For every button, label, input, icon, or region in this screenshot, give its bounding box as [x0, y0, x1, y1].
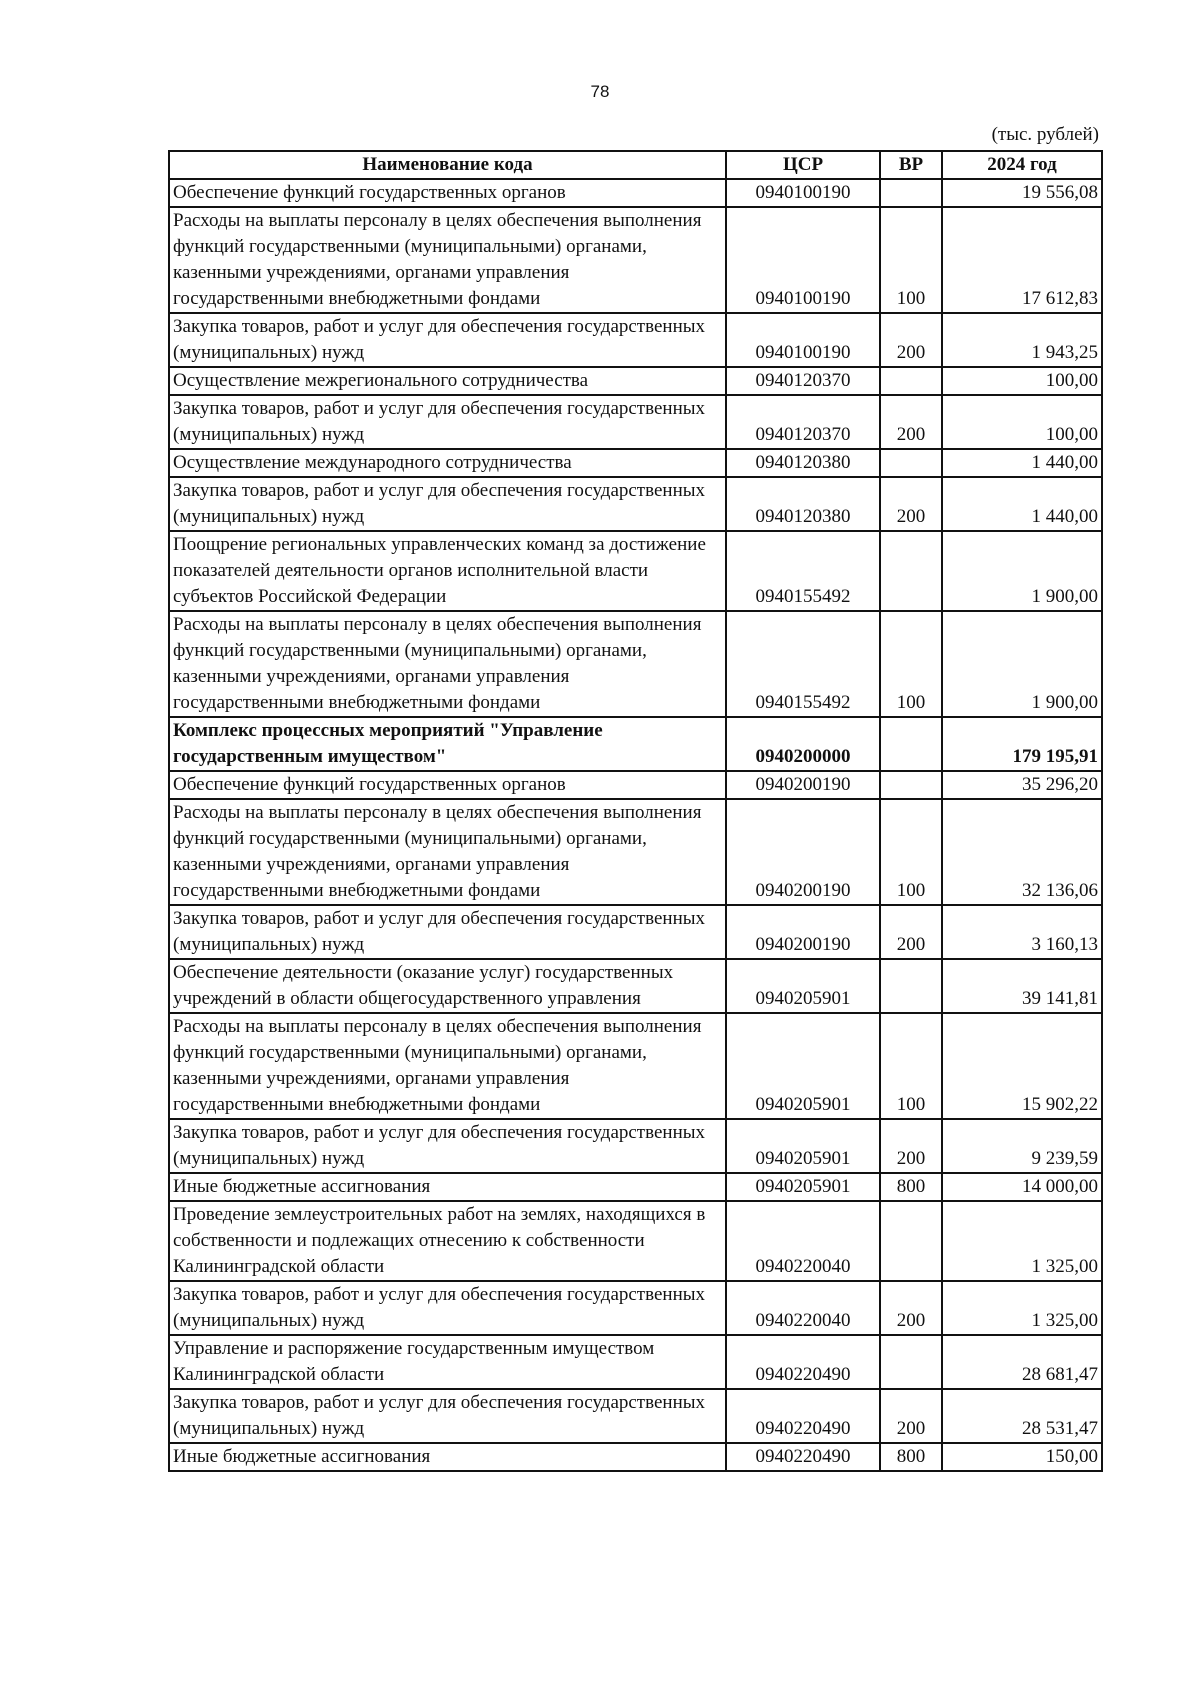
code-cell: 0940200190: [726, 771, 880, 799]
code-cell: 0940220490: [726, 1335, 880, 1389]
vr-cell: [880, 179, 942, 207]
name-cell: Закупка товаров, работ и услуг для обеспечения государственных (муниципальных) нужд: [169, 1281, 726, 1335]
vr-cell: 800: [880, 1443, 942, 1471]
vr-cell: 200: [880, 1119, 942, 1173]
amount-cell: 28 531,47: [942, 1389, 1102, 1443]
name-cell: Управление и распоряжение государственным имуществом Калининградской области: [169, 1335, 726, 1389]
table-row: [169, 1013, 1102, 1119]
name-cell: Расходы на выплаты персоналу в целях обеспечения выполнения функций государственными (муниципальными) органами, казенными учреждениями, органами управления государственными внебюджетными фондами: [169, 799, 726, 905]
name-cell: Закупка товаров, работ и услуг для обеспечения государственных (муниципальных) нужд: [169, 1389, 726, 1443]
table-row: [169, 207, 1102, 313]
header-amount: 2024 год: [942, 151, 1102, 179]
header-code: ЦСР: [726, 151, 880, 179]
amount-cell: 28 681,47: [942, 1335, 1102, 1389]
code-cell: 0940100190: [726, 313, 880, 367]
table-row: [169, 395, 1102, 449]
code-cell: 0940200190: [726, 905, 880, 959]
name-cell: Закупка товаров, работ и услуг для обеспечения государственных (муниципальных) нужд: [169, 395, 726, 449]
amount-cell: 100,00: [942, 367, 1102, 395]
code-cell: 0940205901: [726, 959, 880, 1013]
code-cell: 0940220490: [726, 1443, 880, 1471]
table-row: [169, 799, 1102, 905]
amount-cell: 19 556,08: [942, 179, 1102, 207]
name-cell: Закупка товаров, работ и услуг для обеспечения государственных (муниципальных) нужд: [169, 1119, 726, 1173]
code-cell: 0940120370: [726, 367, 880, 395]
code-cell: 0940120380: [726, 449, 880, 477]
vr-cell: [880, 531, 942, 611]
table-row: [169, 959, 1102, 1013]
code-cell: 0940100190: [726, 207, 880, 313]
code-cell: 0940100190: [726, 179, 880, 207]
name-cell: Закупка товаров, работ и услуг для обеспечения государственных (муниципальных) нужд: [169, 313, 726, 367]
vr-cell: [880, 1335, 942, 1389]
vr-cell: 100: [880, 799, 942, 905]
name-cell: Поощрение региональных управленческих команд за достижение показателей деятельности органов исполнительной власти субъектов Российской Федерации: [169, 531, 726, 611]
vr-cell: 200: [880, 1389, 942, 1443]
table-body: [169, 179, 1102, 1471]
amount-cell: 1 325,00: [942, 1201, 1102, 1281]
name-cell: Обеспечение функций государственных органов: [169, 179, 726, 207]
vr-cell: [880, 717, 942, 771]
name-cell: Обеспечение функций государственных органов: [169, 771, 726, 799]
name-cell: Закупка товаров, работ и услуг для обеспечения государственных (муниципальных) нужд: [169, 905, 726, 959]
amount-cell: 9 239,59: [942, 1119, 1102, 1173]
table-row: [169, 1335, 1102, 1389]
code-cell: 0940120380: [726, 477, 880, 531]
vr-cell: 800: [880, 1173, 942, 1201]
vr-cell: 100: [880, 207, 942, 313]
vr-cell: 100: [880, 611, 942, 717]
name-cell: Иные бюджетные ассигнования: [169, 1173, 726, 1201]
name-cell: Проведение землеустроительных работ на землях, находящихся в собственности и подлежащих отнесению к собственности Калининградской области: [169, 1201, 726, 1281]
units-label: (тыс. рублей): [991, 124, 1099, 145]
vr-cell: [880, 367, 942, 395]
table-row: [169, 771, 1102, 799]
name-cell: Обеспечение деятельности (оказание услуг) государственных учреждений в области общегосударственного управления: [169, 959, 726, 1013]
table-row: [169, 1201, 1102, 1281]
vr-cell: 200: [880, 1281, 942, 1335]
amount-cell: 150,00: [942, 1443, 1102, 1471]
name-cell: Осуществление международного сотрудничества: [169, 449, 726, 477]
amount-cell: 1 943,25: [942, 313, 1102, 367]
table-row: [169, 313, 1102, 367]
code-cell: 0940155492: [726, 531, 880, 611]
vr-cell: 200: [880, 395, 942, 449]
vr-cell: [880, 771, 942, 799]
table-row: [169, 905, 1102, 959]
name-cell: Иные бюджетные ассигнования: [169, 1443, 726, 1471]
name-cell: Расходы на выплаты персоналу в целях обеспечения выполнения функций государственными (муниципальными) органами, казенными учреждениями, органами управления государственными внебюджетными фондами: [169, 1013, 726, 1119]
code-cell: 0940220040: [726, 1281, 880, 1335]
table-row: [169, 531, 1102, 611]
table-row: [169, 717, 1102, 771]
header-name: Наименование кода: [169, 151, 726, 179]
amount-cell: 15 902,22: [942, 1013, 1102, 1119]
name-cell: Закупка товаров, работ и услуг для обеспечения государственных (муниципальных) нужд: [169, 477, 726, 531]
code-cell: 0940205901: [726, 1013, 880, 1119]
amount-cell: 1 440,00: [942, 449, 1102, 477]
amount-cell: 100,00: [942, 395, 1102, 449]
table-row: [169, 367, 1102, 395]
code-cell: 0940220040: [726, 1201, 880, 1281]
code-cell: 0940200190: [726, 799, 880, 905]
code-cell: 0940205901: [726, 1119, 880, 1173]
amount-cell: 14 000,00: [942, 1173, 1102, 1201]
table-row: [169, 477, 1102, 531]
amount-cell: 32 136,06: [942, 799, 1102, 905]
table-row: [169, 1389, 1102, 1443]
name-cell: Расходы на выплаты персоналу в целях обеспечения выполнения функций государственными (муниципальными) органами, казенными учреждениями, органами управления государственными внебюджетными фондами: [169, 207, 726, 313]
code-cell: 0940120370: [726, 395, 880, 449]
amount-cell: 17 612,83: [942, 207, 1102, 313]
table-row: [169, 179, 1102, 207]
vr-cell: 200: [880, 477, 942, 531]
header-vr: ВР: [880, 151, 942, 179]
vr-cell: [880, 1201, 942, 1281]
amount-cell: 179 195,91: [942, 717, 1102, 771]
amount-cell: 1 900,00: [942, 531, 1102, 611]
table-row: [169, 611, 1102, 717]
table-row: [169, 449, 1102, 477]
table-header-row: [169, 151, 1102, 179]
amount-cell: 1 325,00: [942, 1281, 1102, 1335]
name-cell: Комплекс процессных мероприятий "Управление государственным имуществом": [169, 717, 726, 771]
table-row: [169, 1119, 1102, 1173]
amount-cell: 1 440,00: [942, 477, 1102, 531]
code-cell: 0940205901: [726, 1173, 880, 1201]
vr-cell: 200: [880, 905, 942, 959]
vr-cell: 100: [880, 1013, 942, 1119]
vr-cell: [880, 449, 942, 477]
code-cell: 0940200000: [726, 717, 880, 771]
name-cell: Расходы на выплаты персоналу в целях обеспечения выполнения функций государственными (муниципальными) органами, казенными учреждениями, органами управления государственными внебюджетными фондами: [169, 611, 726, 717]
budget-table: [168, 150, 1103, 1472]
vr-cell: 200: [880, 313, 942, 367]
amount-cell: 39 141,81: [942, 959, 1102, 1013]
page-number: 78: [590, 82, 610, 101]
amount-cell: 35 296,20: [942, 771, 1102, 799]
table-row: [169, 1281, 1102, 1335]
amount-cell: 3 160,13: [942, 905, 1102, 959]
code-cell: 0940220490: [726, 1389, 880, 1443]
vr-cell: [880, 959, 942, 1013]
table-row: [169, 1443, 1102, 1471]
amount-cell: 1 900,00: [942, 611, 1102, 717]
name-cell: Осуществление межрегионального сотрудничества: [169, 367, 726, 395]
table-row: [169, 1173, 1102, 1201]
code-cell: 0940155492: [726, 611, 880, 717]
